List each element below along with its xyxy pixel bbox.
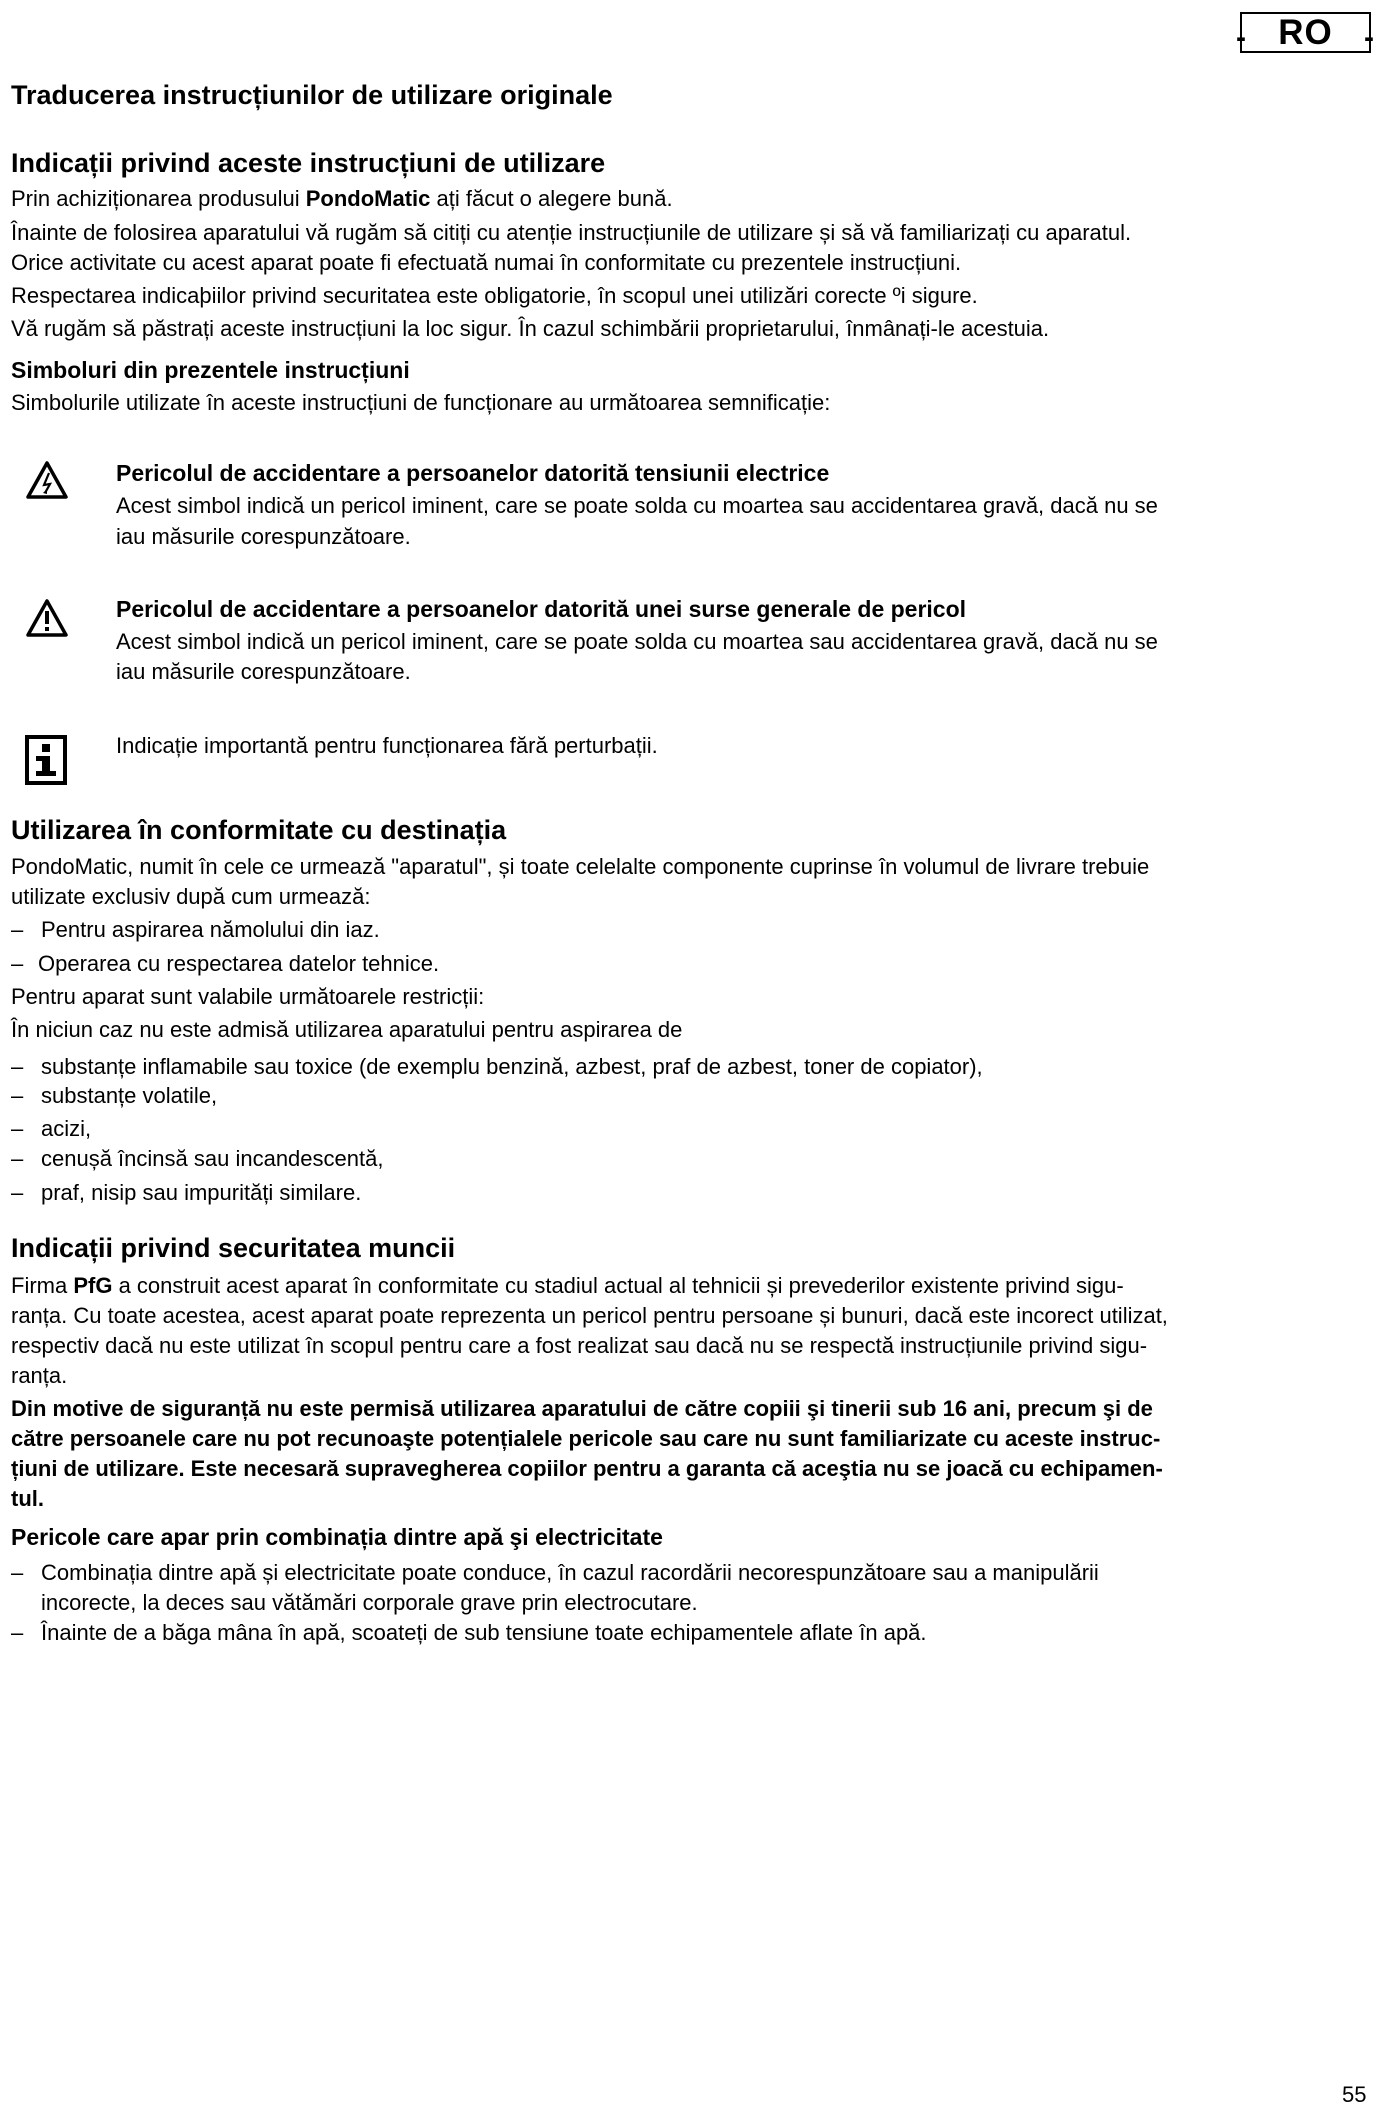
hazard-item-text: incorecte, la deces sau vătămări corporale grave prin electrocutare. <box>41 1590 698 1615</box>
p1-post: ați făcut o alegere bună. <box>430 186 673 211</box>
intended-use-heading: Utilizarea în conformitate cu destinația <box>11 815 507 845</box>
list-dash: – <box>11 951 24 976</box>
intended-use-intro-2: utilizate exclusiv după cum urmează: <box>11 884 371 909</box>
intended-use-intro-1: PondoMatic, numit în cele ce urmează "aparatul", și toate celelalte componente cuprinse în volumul de livrare trebuie <box>11 854 1150 879</box>
instructions-paragraph-5: Vă rugăm să păstrați aceste instrucțiuni la loc sigur. În cazul schimbării proprietarului, înmânați-le acestuia. <box>11 316 1050 341</box>
electric-hazard-desc-2: iau măsurile corespunzătoare. <box>116 524 411 549</box>
list-dash: – <box>11 1180 24 1205</box>
instructions-paragraph-4: Respectarea indicaþiilor privind securitatea este obligatorie, în scopul unei utilizări corecte ºi sigure. <box>11 283 978 308</box>
symbols-intro: Simbolurile utilizate în aceste instrucțiuni de funcționare au următoarea semnificație: <box>11 390 831 415</box>
restriction-item-text: substanțe volatile, <box>41 1083 218 1108</box>
general-hazard-desc-2: iau măsurile corespunzătoare. <box>116 659 411 684</box>
water-electric-heading: Pericole care apar prin combinația dintre apă şi electricitate <box>11 1524 663 1550</box>
instructions-paragraph-3: Orice activitate cu acest aparat poate fi efectuată numai în conformitate cu prezentele instrucțiuni. <box>11 250 962 275</box>
badge-dash-left: - <box>1236 21 1247 54</box>
page-number: 55 <box>1342 2082 1367 2107</box>
page-title: Traducerea instrucțiunilor de utilizare originale <box>11 80 613 110</box>
list-dash: – <box>11 1146 24 1171</box>
p1-pre: Prin achiziționarea produsului <box>11 186 306 211</box>
info-desc: Indicație importantă pentru funcționarea fără perturbații. <box>116 733 658 758</box>
safety-p1-line-3: respectiv dacă nu este utilizat în scopul pentru care a fost realizat sau dacă nu se respectă instrucțiunile privind sigu- <box>11 1333 1148 1358</box>
restriction-item-text: praf, nisip sau impurități similare. <box>41 1180 362 1205</box>
instructions-heading: Indicații privind aceste instrucțiuni de utilizare <box>11 148 606 178</box>
general-hazard-icon <box>25 598 69 643</box>
safety-heading: Indicații privind securitatea muncii <box>11 1233 456 1263</box>
safety-p1-line-1 <box>11 1270 1124 1301</box>
badge-dash-right: - <box>1364 21 1375 54</box>
safety-p1-post: a construit acest aparat în conformitate cu stadiul actual al tehnicii și prevederilor existente privind sigu- <box>112 1273 1124 1298</box>
safety-p1-pre: Firma <box>11 1273 74 1298</box>
general-hazard-desc-1: Acest simbol indică un pericol iminent, care se poate solda cu moartea sau accidentarea gravă, dacă nu se <box>116 629 1158 654</box>
restrictions-intro: Pentru aparat sunt valabile următoarele restricții: <box>11 984 485 1009</box>
use-item-text: Pentru aspirarea nămolului din iaz. <box>41 917 380 942</box>
list-dash: – <box>11 1560 24 1585</box>
instructions-paragraph-2: Înainte de folosirea aparatului vă rugăm să citiți cu atenție instrucțiunile de utilizare și să vă familiarizați cu aparatul. <box>11 220 1132 245</box>
list-dash: – <box>11 1620 24 1645</box>
general-hazard-title: Pericolul de accidentare a persoanelor datorită unei surse generale de pericol <box>116 596 967 622</box>
list-dash: – <box>11 1083 24 1108</box>
hazard-item-text: Combinația dintre apă și electricitate poate conduce, în cazul racordării necorespunzătoare sau a manipulării <box>41 1560 1099 1585</box>
restrictions-line: În niciun caz nu este admisă utilizarea aparatului pentru aspirarea de <box>11 1017 683 1042</box>
restriction-item-text: substanțe inflamabile sau toxice (de exemplu benzină, azbest, praf de azbest, toner de copiator), <box>41 1054 983 1079</box>
list-dash: – <box>11 1116 24 1141</box>
safety-p1-line-4: ranța. <box>11 1363 68 1388</box>
restriction-item-text: acizi, <box>41 1116 92 1141</box>
hazard-item-text: Înainte de a băga mâna în apă, scoateți de sub tensiune toate echipamentele aflate în apă. <box>41 1620 927 1645</box>
company-name: PfG <box>73 1273 113 1298</box>
electric-hazard-title: Pericolul de accidentare a persoanelor datorită tensiunii electrice <box>116 460 830 486</box>
info-icon <box>25 735 67 790</box>
product-name: PondoMatic <box>305 186 431 211</box>
restriction-item-text: cenușă încinsă sau incandescentă, <box>41 1146 384 1171</box>
instructions-paragraph-1 <box>11 183 673 214</box>
electric-hazard-icon <box>25 460 69 505</box>
electric-hazard-desc-1: Acest simbol indică un pericol iminent, care se poate solda cu moartea sau accidentarea gravă, dacă nu se <box>116 493 1158 518</box>
symbols-heading: Simboluri din prezentele instrucțiuni <box>11 357 410 383</box>
list-dash: – <box>11 1054 24 1079</box>
safety-bold-line-2: către persoanele care nu pot recunoaşte potențialele pericole sau care nu sunt familiarizate cu aceste instruc- <box>11 1426 1161 1451</box>
safety-bold-line-3: țiuni de utilizare. Este necesară supravegherea copiilor pentru a garanta că aceştia nu se joacă cu echipamen- <box>11 1456 1163 1481</box>
language-badge <box>1236 12 1375 54</box>
safety-bold-line-1: Din motive de siguranță nu este permisă utilizarea aparatului de către copiii şi tinerii sub 16 ani, precum şi de <box>11 1396 1153 1421</box>
safety-p1-line-2: ranța. Cu toate acestea, acest aparat poate reprezenta un pericol pentru persoane și bunuri, dacă este incorect utilizat, <box>11 1303 1168 1328</box>
language-label: RO <box>1278 12 1333 52</box>
safety-bold-line-4: tul. <box>11 1486 44 1511</box>
use-item-text: Operarea cu respectarea datelor tehnice. <box>38 951 440 976</box>
list-dash: – <box>11 917 24 942</box>
